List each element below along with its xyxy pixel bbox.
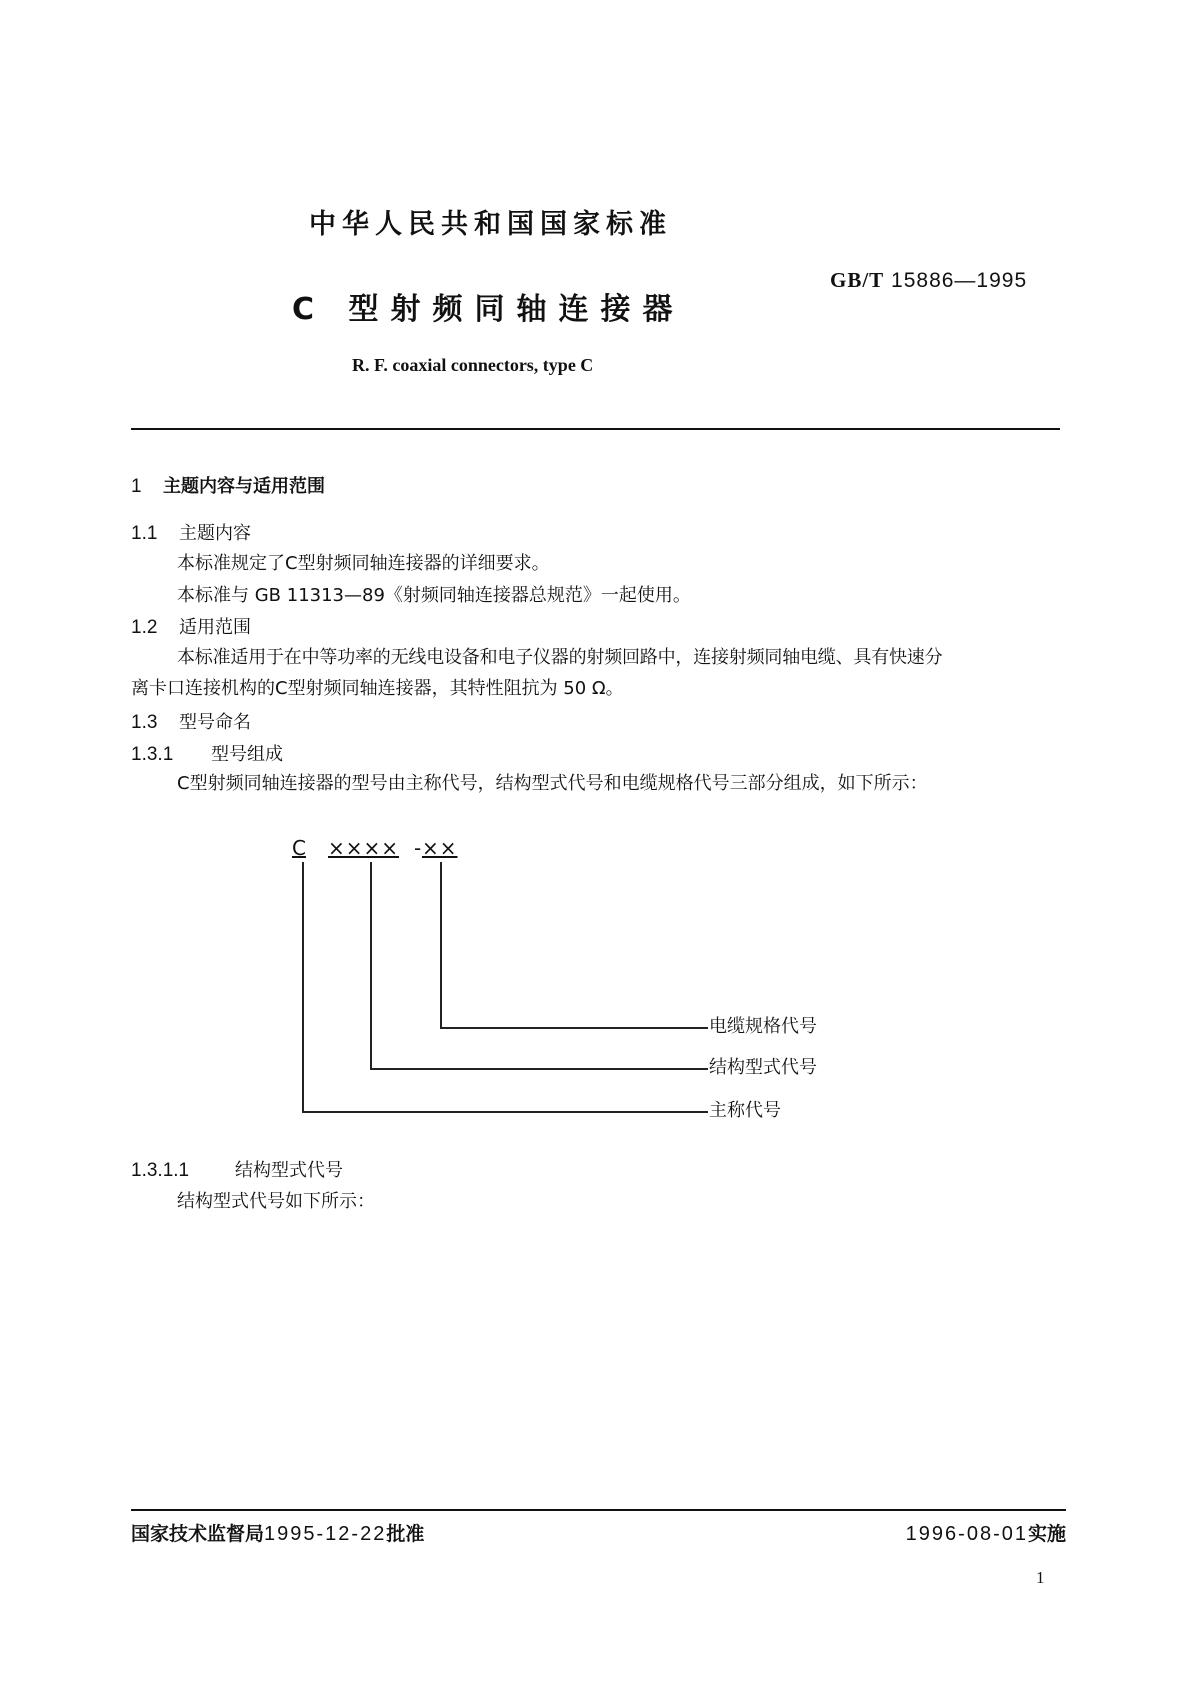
footer-approval <box>131 1524 424 1544</box>
approved-by: 国家技术监督局 <box>131 1523 265 1545</box>
section-1-heading <box>131 477 325 496</box>
title-en: R. F. coaxial connectors, type C <box>352 355 594 375</box>
section-number: 1.1 <box>131 523 158 544</box>
code-separator: - <box>414 836 422 860</box>
effective-date: 1996-08-01 <box>905 1523 1028 1545</box>
connector-line <box>440 862 442 1027</box>
label-structure-code: 结构型式代号 <box>709 1057 817 1078</box>
section-1-3-1-1-heading <box>131 1161 343 1180</box>
paragraph: C型射频同轴连接器的型号由主称代号，结构型式代号和电缆规格代号三部分组成，如下所示： <box>177 773 928 794</box>
section-1-3-1-heading <box>131 745 283 764</box>
section-1-3-heading <box>131 713 251 732</box>
page-number: 1 <box>1036 1568 1045 1587</box>
section-number: 1.2 <box>131 617 158 638</box>
section-title: 适用范围 <box>179 617 251 638</box>
section-title: 型号命名 <box>179 712 251 733</box>
label-main-code: 主称代号 <box>709 1100 781 1121</box>
approved-date: 1995-12-22 <box>264 1523 387 1545</box>
paragraph: 本标准规定了C型射频同轴连接器的详细要求。 <box>177 553 550 574</box>
approved-suffix: 批准 <box>386 1523 425 1545</box>
connector-line <box>302 862 304 1111</box>
section-1-1-heading <box>131 524 251 543</box>
connector-line <box>440 1027 708 1029</box>
label-cable-code: 电缆规格代号 <box>709 1016 817 1037</box>
code-cable: ×× <box>422 836 458 860</box>
section-number: 1.3.1 <box>131 744 174 765</box>
paragraph: 结构型式代号如下所示： <box>177 1191 375 1212</box>
section-number: 1.3.1.1 <box>131 1160 190 1181</box>
header-rule <box>131 428 1060 430</box>
standard-code <box>830 270 1027 291</box>
connector-line <box>370 862 372 1068</box>
connector-line <box>370 1068 708 1070</box>
section-number: 1.3 <box>131 712 158 733</box>
footer-rule <box>131 1509 1066 1511</box>
connector-line <box>302 1111 708 1113</box>
footer-effective <box>906 1524 1066 1544</box>
standard-code-number: 15886—1995 <box>891 269 1028 292</box>
section-title: 主题内容与适用范围 <box>163 476 325 497</box>
effective-suffix: 实施 <box>1027 1523 1066 1545</box>
paragraph: 离卡口连接机构的C型射频同轴连接器，其特性阻抗为 50 Ω。 <box>131 678 624 699</box>
section-number: 1 <box>131 476 142 497</box>
code-structure: ×××× <box>328 836 400 860</box>
title-cn: C 型射频同轴连接器 <box>292 292 685 327</box>
section-1-2-heading <box>131 618 251 637</box>
org-title: 中华人民共和国国家标准 <box>309 209 672 240</box>
section-title: 型号组成 <box>211 744 283 765</box>
section-title: 主题内容 <box>179 523 251 544</box>
paragraph: 本标准与 GB 11313—89《射频同轴连接器总规范》一起使用。 <box>177 585 691 606</box>
standard-code-prefix: GB/T <box>830 268 885 292</box>
section-title: 结构型式代号 <box>235 1160 343 1181</box>
paragraph: 本标准适用于在中等功率的无线电设备和电子仪器的射频回路中，连接射频同轴电缆、具有快速分 <box>177 647 943 668</box>
code-prefix: C <box>292 836 306 860</box>
